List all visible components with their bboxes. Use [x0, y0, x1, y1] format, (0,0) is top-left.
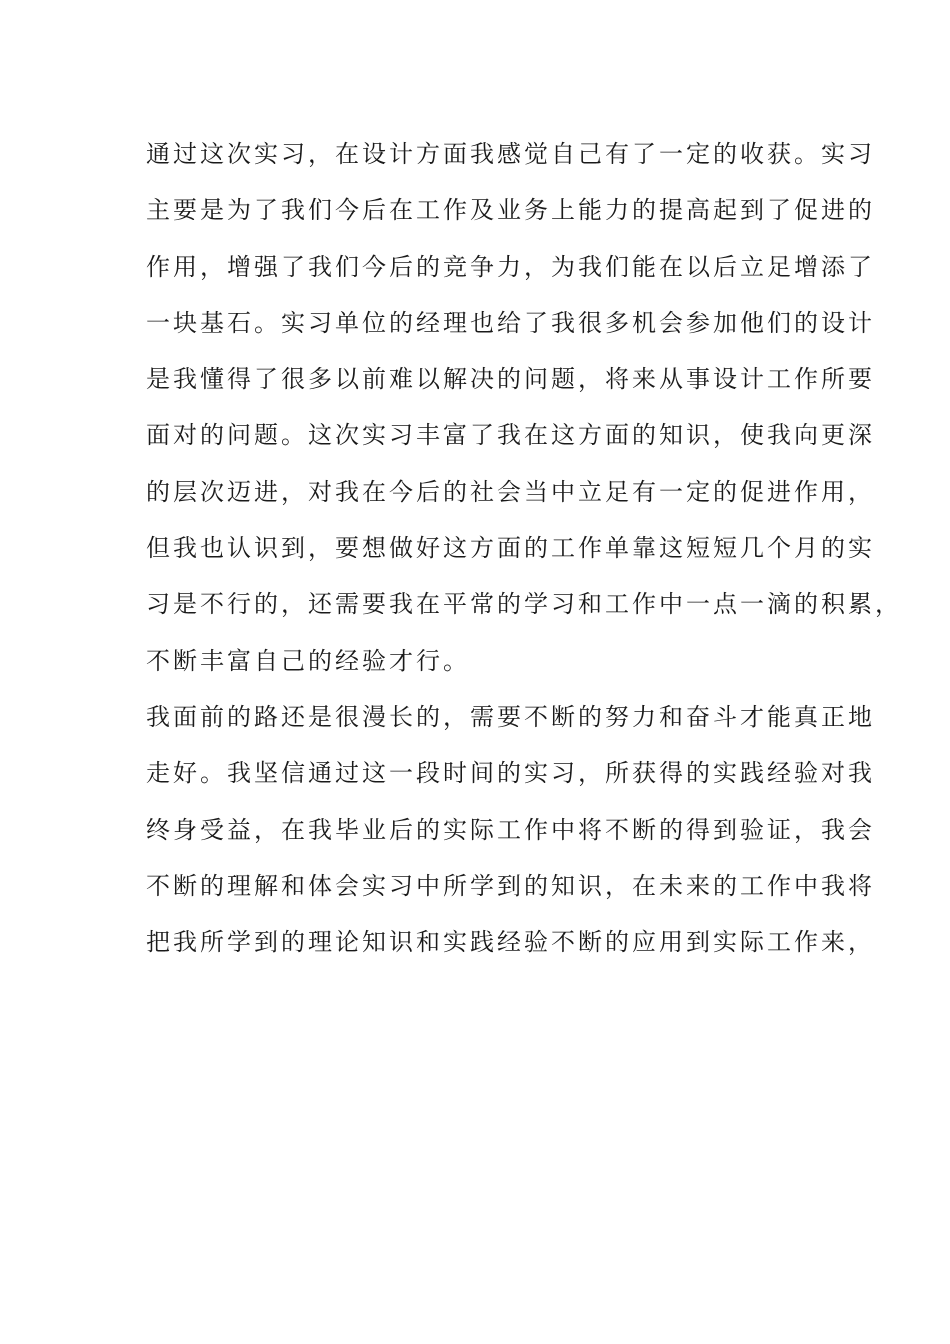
text-line: 但我也认识到，要想做好这方面的工作单靠这短短几个月的实 — [146, 534, 875, 563]
text-line: 终身受益，在我毕业后的实际工作中将不断的得到验证，我会 — [146, 815, 875, 844]
text-line: 走好。我坚信通过这一段时间的实习，所获得的实践经验对我 — [146, 759, 875, 788]
text-line: 一块基石。实习单位的经理也给了我很多机会参加他们的设计 — [146, 308, 875, 337]
text-line: 的层次迈进，对我在今后的社会当中立足有一定的促进作用， — [146, 477, 875, 506]
text-line: 不断丰富自己的经验才行。 — [146, 646, 470, 675]
text-line: 把我所学到的理论知识和实践经验不断的应用到实际工作来， — [146, 928, 875, 957]
text-line: 我面前的路还是很漫长的，需要不断的努力和奋斗才能真正地 — [146, 702, 875, 731]
text-line: 主要是为了我们今后在工作及业务上能力的提高起到了促进的 — [146, 196, 875, 225]
text-line: 通过这次实习，在设计方面我感觉自己有了一定的收获。实习 — [146, 140, 875, 168]
text-line: 习是不行的，还需要我在平常的学习和工作中一点一滴的积累， — [146, 590, 902, 619]
document-body — [146, 134, 902, 978]
text-line: 面对的问题。这次实习丰富了我在这方面的知识，使我向更深 — [146, 421, 875, 450]
text-line: 是我懂得了很多以前难以解决的问题，将来从事设计工作所要 — [146, 365, 875, 394]
text-line: 作用，增强了我们今后的竞争力，为我们能在以后立足增添了 — [146, 252, 875, 281]
text-line: 不断的理解和体会实习中所学到的知识，在未来的工作中我将 — [146, 871, 875, 900]
